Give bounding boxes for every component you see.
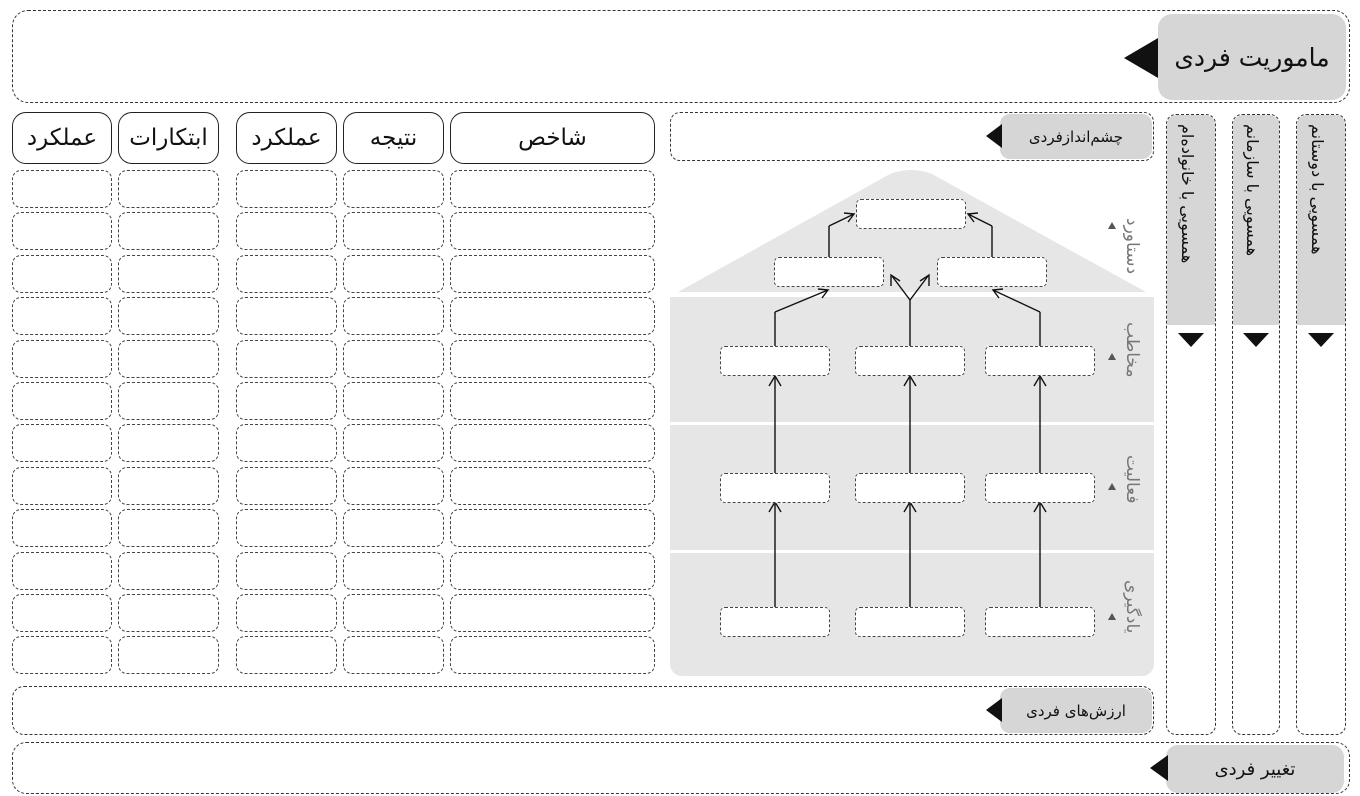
cell-indicator[interactable] (450, 212, 655, 250)
header-performance-1: عملکرد (236, 112, 337, 164)
cell-result[interactable] (343, 552, 444, 590)
alignment-column-friends-label: همسویی با دوستانم (1308, 124, 1327, 255)
cell-performance-1[interactable] (236, 594, 337, 632)
vision-label: چشم‌اندازفردی (1028, 127, 1124, 146)
cell-initiatives[interactable] (118, 467, 219, 505)
audience-node-right[interactable] (985, 346, 1095, 376)
cell-performance-2[interactable] (12, 509, 112, 547)
cell-performance-2[interactable] (12, 212, 112, 250)
cell-indicator[interactable] (450, 467, 655, 505)
cell-indicator[interactable] (450, 170, 655, 208)
cell-initiatives[interactable] (118, 255, 219, 293)
audience-node-center[interactable] (855, 346, 965, 376)
cell-performance-2[interactable] (12, 424, 112, 462)
activity-node-left[interactable] (720, 473, 830, 503)
cell-result[interactable] (343, 467, 444, 505)
cell-performance-2[interactable] (12, 636, 112, 674)
cell-performance-1[interactable] (236, 509, 337, 547)
cell-indicator[interactable] (450, 340, 655, 378)
cell-indicator[interactable] (450, 424, 655, 462)
level-achievement-label: دستاورد (1122, 218, 1142, 275)
cell-result[interactable] (343, 636, 444, 674)
cell-initiatives[interactable] (118, 594, 219, 632)
cell-indicator[interactable] (450, 552, 655, 590)
activity-node-center[interactable] (855, 473, 965, 503)
cell-initiatives[interactable] (118, 552, 219, 590)
cell-initiatives[interactable] (118, 509, 219, 547)
cell-performance-2[interactable] (12, 552, 112, 590)
learning-node-left[interactable] (720, 607, 830, 637)
cell-result[interactable] (343, 594, 444, 632)
cell-performance-1[interactable] (236, 340, 337, 378)
cell-performance-1[interactable] (236, 636, 337, 674)
learning-node-right[interactable] (985, 607, 1095, 637)
cell-result[interactable] (343, 255, 444, 293)
cell-result[interactable] (343, 212, 444, 250)
cell-result[interactable] (343, 382, 444, 420)
achievement-node-left[interactable] (774, 257, 884, 287)
cell-performance-2[interactable] (12, 382, 112, 420)
cell-indicator[interactable] (450, 636, 655, 674)
cell-performance-1[interactable] (236, 297, 337, 335)
cell-performance-2[interactable] (12, 467, 112, 505)
cell-performance-2[interactable] (12, 255, 112, 293)
cell-indicator[interactable] (450, 255, 655, 293)
change-label: تغییر فردی (1214, 758, 1296, 780)
cell-initiatives[interactable] (118, 382, 219, 420)
learning-node-center[interactable] (855, 607, 965, 637)
mission-label: ماموریت فردی (1174, 42, 1330, 72)
cell-result[interactable] (343, 424, 444, 462)
values-label: ارزش‌های فردی (1026, 701, 1126, 720)
cell-indicator[interactable] (450, 509, 655, 547)
cell-result[interactable] (343, 509, 444, 547)
cell-performance-1[interactable] (236, 255, 337, 293)
cell-performance-2[interactable] (12, 340, 112, 378)
cell-result[interactable] (343, 340, 444, 378)
cell-initiatives[interactable] (118, 297, 219, 335)
cell-initiatives[interactable] (118, 636, 219, 674)
cell-indicator[interactable] (450, 594, 655, 632)
cell-performance-1[interactable] (236, 382, 337, 420)
cell-performance-1[interactable] (236, 552, 337, 590)
cell-initiatives[interactable] (118, 170, 219, 208)
cell-performance-1[interactable] (236, 170, 337, 208)
alignment-column-organization-label: همسویی با سازمانم (1243, 124, 1262, 257)
cell-initiatives[interactable] (118, 212, 219, 250)
achievement-node-right[interactable] (937, 257, 1047, 287)
cell-performance-2[interactable] (12, 297, 112, 335)
cell-performance-2[interactable] (12, 594, 112, 632)
cell-performance-1[interactable] (236, 467, 337, 505)
cell-performance-1[interactable] (236, 424, 337, 462)
activity-node-right[interactable] (985, 473, 1095, 503)
header-result: نتیجه (343, 112, 444, 164)
level-audience-label: مخاطب (1122, 322, 1142, 378)
cell-initiatives[interactable] (118, 424, 219, 462)
header-performance-2: عملکرد (12, 112, 112, 164)
alignment-column-family-label: همسویی با خانواده‌ام (1178, 124, 1197, 264)
cell-indicator[interactable] (450, 297, 655, 335)
achievement-node-top[interactable] (856, 199, 966, 229)
level-activity-label: فعالیت (1122, 455, 1142, 504)
cell-result[interactable] (343, 297, 444, 335)
cell-performance-2[interactable] (12, 170, 112, 208)
cell-initiatives[interactable] (118, 340, 219, 378)
level-learning-label: یادگیری (1122, 580, 1142, 634)
header-initiatives: ابتکارات (118, 112, 219, 164)
cell-result[interactable] (343, 170, 444, 208)
cell-performance-1[interactable] (236, 212, 337, 250)
cell-indicator[interactable] (450, 382, 655, 420)
header-indicator: شاخص (450, 112, 655, 164)
audience-node-left[interactable] (720, 346, 830, 376)
